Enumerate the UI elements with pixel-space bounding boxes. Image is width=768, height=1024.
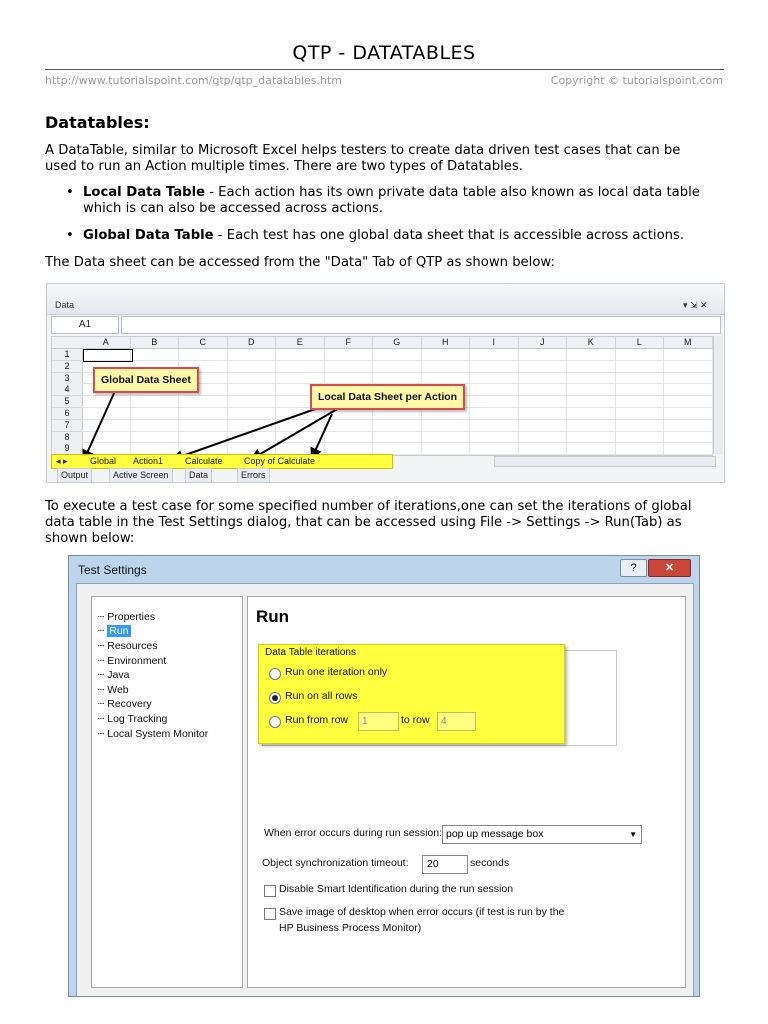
- checkbox-disable-smart-id[interactable]: [264, 885, 276, 897]
- column-header[interactable]: B: [131, 337, 180, 349]
- tree-item-web[interactable]: ┈ Web: [98, 684, 129, 696]
- copyright-notice: Copyright © tutorialspoint.com: [550, 74, 723, 87]
- checkbox-disable-smart-id-label: Disable Smart Identification during the run session: [279, 883, 514, 895]
- radio-row-range[interactable]: [269, 716, 281, 728]
- radio-all-rows-label: Run on all rows: [285, 690, 358, 702]
- sheet-tab-action1[interactable]: Action1: [133, 456, 164, 466]
- error-action-select[interactable]: pop up message box ▼: [442, 825, 642, 844]
- to-row-input[interactable]: 4: [437, 712, 476, 731]
- iter-line-2: data table in the Test Settings dialog, that can be accessed using File -> Settings -> Run(Tab) as: [45, 515, 682, 530]
- radio-one-iteration-label: Run one iteration only: [285, 666, 388, 678]
- test-settings-dialog: [68, 555, 700, 997]
- tree-item-properties[interactable]: ┈ Properties: [98, 611, 156, 623]
- bullet-dot-icon: •: [66, 185, 74, 200]
- tab-active-screen[interactable]: Active Screen: [109, 468, 173, 483]
- row-header[interactable]: 6: [52, 408, 83, 420]
- row-header[interactable]: 4: [52, 384, 83, 396]
- tab-data[interactable]: Data: [185, 468, 212, 483]
- sync-timeout-input[interactable]: 20: [422, 855, 468, 874]
- source-url[interactable]: http://www.tutorialspoint.com/qtp/qtp_datatables.htm: [45, 74, 342, 87]
- column-header[interactable]: K: [567, 337, 616, 349]
- tree-item-recovery[interactable]: ┈ Recovery: [98, 698, 152, 710]
- error-label: When error occurs during run session:: [264, 827, 442, 839]
- tree-item-resources[interactable]: ┈ Resources: [98, 640, 158, 652]
- callout-global-data-sheet: Global Data Sheet: [93, 367, 199, 393]
- row-header[interactable]: 5: [52, 396, 83, 408]
- iterations-paragraph: [45, 499, 725, 547]
- column-header[interactable]: I: [470, 337, 519, 349]
- sheet-tabs-bar: [51, 454, 393, 469]
- row-header[interactable]: 9: [52, 443, 83, 455]
- dialog-title: Test Settings: [78, 563, 147, 577]
- header-divider: [45, 69, 724, 70]
- column-header[interactable]: M: [664, 337, 713, 349]
- radio-row-range-label: Run from row: [285, 714, 349, 726]
- tab-nav-icon[interactable]: ◂ ▸: [56, 456, 68, 466]
- column-header[interactable]: L: [616, 337, 665, 349]
- checkbox-save-image-label-cont: HP Business Process Monitor): [279, 922, 422, 934]
- run-heading: Run: [256, 607, 290, 626]
- dialog-body: [76, 583, 694, 997]
- bullet-text-cont: which is can also be accessed across actions.: [83, 201, 384, 216]
- intro-line-2: used to run an Action multiple times. There are two types of Datatables.: [45, 159, 523, 174]
- checkbox-save-image-label: Save image of desktop when error occurs (if test is run by the: [279, 906, 565, 918]
- close-button[interactable]: ✕: [648, 559, 691, 577]
- page-title: QTP - DATATABLES: [292, 42, 476, 64]
- settings-tree: [91, 596, 243, 988]
- chevron-down-icon: ▼: [629, 830, 637, 839]
- iter-line-1: To execute a test case for some specified number of iterations,one can set the iterations of global: [45, 499, 692, 514]
- tree-item-java[interactable]: ┈ Java: [98, 669, 130, 681]
- column-header[interactable]: G: [373, 337, 422, 349]
- bullet-dot-icon: •: [66, 228, 74, 243]
- column-header[interactable]: A: [82, 337, 131, 349]
- row-header[interactable]: 7: [52, 420, 83, 432]
- window-controls-icon[interactable]: ▾ ⇲ ✕: [683, 300, 708, 310]
- run-settings-pane: [247, 596, 686, 988]
- column-header[interactable]: D: [228, 337, 277, 349]
- sheet-tab-global[interactable]: Global: [90, 456, 117, 466]
- radio-all-rows[interactable]: [269, 692, 281, 704]
- tree-item-environment[interactable]: ┈ Environment: [98, 655, 167, 667]
- radio-one-iteration[interactable]: [269, 668, 281, 680]
- data-sheet-paragraph: The Data sheet can be accessed from the "Data" Tab of QTP as shown below:: [45, 255, 555, 270]
- from-row-input[interactable]: 1: [358, 712, 399, 731]
- checkbox-save-image[interactable]: [264, 908, 276, 920]
- column-header[interactable]: F: [325, 337, 374, 349]
- section-heading: Datatables:: [45, 113, 150, 132]
- bullet-term: Local Data Table: [83, 185, 206, 200]
- iter-line-3: shown below:: [45, 531, 135, 546]
- row-header[interactable]: 2: [52, 361, 83, 373]
- to-row-label: to row: [401, 714, 430, 726]
- tree-item-run[interactable]: ┈ Run: [98, 625, 129, 637]
- column-header[interactable]: E: [276, 337, 325, 349]
- sheet-tab-copy-of-calculate[interactable]: Copy of Calculate: [244, 456, 316, 466]
- data-window-title: Data: [55, 300, 75, 310]
- intro-line-1: A DataTable, similar to Microsoft Excel helps testers to create data driven test cases that can be: [45, 143, 681, 158]
- column-header[interactable]: J: [519, 337, 568, 349]
- bullet-text: - Each action has its own private data table also known as local data table: [205, 185, 700, 200]
- bullet-text: - Each test has one global data sheet that is accessible across actions.: [213, 228, 685, 243]
- tree-item-log-tracking[interactable]: ┈ Log Tracking: [98, 713, 168, 725]
- intro-paragraph: [45, 143, 725, 175]
- horizontal-scrollbar[interactable]: [494, 456, 716, 467]
- tab-output[interactable]: Output: [57, 468, 92, 483]
- sync-unit: seconds: [470, 857, 510, 869]
- group-label: Data Table iterations: [265, 647, 356, 658]
- row-header[interactable]: 3: [52, 373, 83, 385]
- data-table-iterations-group: [258, 644, 565, 744]
- column-header[interactable]: H: [422, 337, 471, 349]
- cell-reference-box[interactable]: A1: [51, 316, 119, 334]
- pane-tabs: [51, 468, 721, 481]
- data-window-screenshot: [46, 283, 725, 483]
- callout-local-data-sheet: Local Data Sheet per Action: [310, 384, 465, 410]
- bullet-term: Global Data Table: [83, 228, 214, 243]
- tab-errors[interactable]: Errors: [237, 468, 270, 483]
- row-header[interactable]: 1: [52, 349, 83, 361]
- column-header[interactable]: C: [179, 337, 228, 349]
- sync-label: Object synchronization timeout:: [262, 857, 409, 869]
- row-header[interactable]: 8: [52, 432, 83, 444]
- sheet-tab-calculate[interactable]: Calculate: [185, 456, 223, 466]
- tree-item-local-system-monitor[interactable]: ┈ Local System Monitor: [98, 728, 209, 740]
- help-button[interactable]: ?: [620, 559, 647, 577]
